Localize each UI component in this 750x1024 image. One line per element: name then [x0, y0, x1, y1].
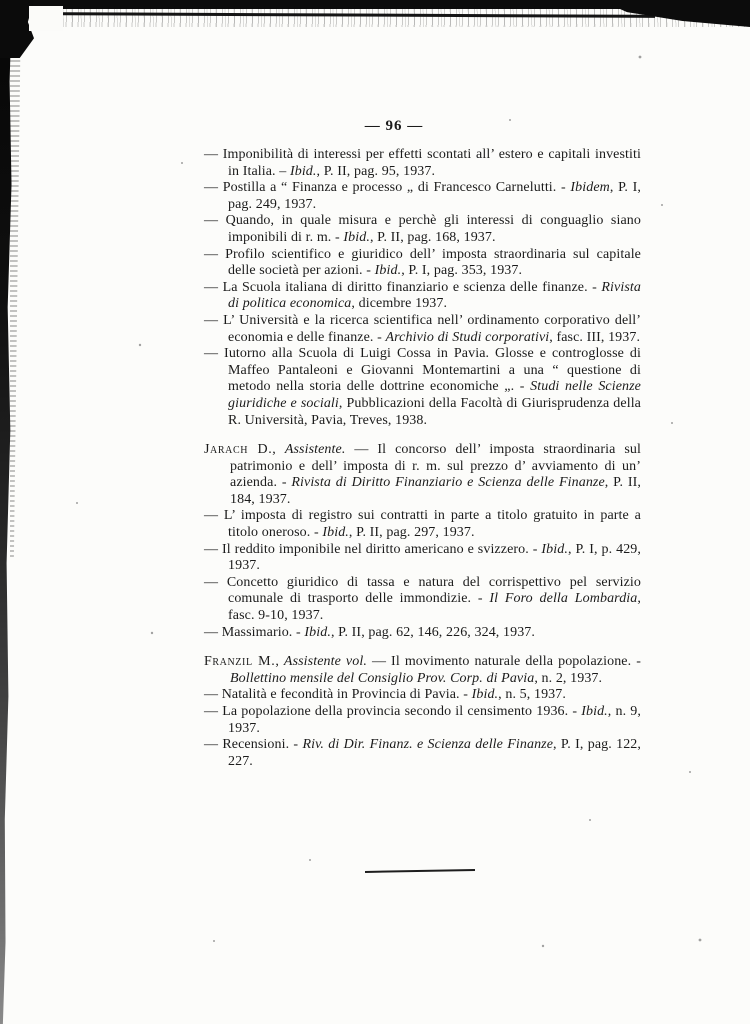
- entry-segment: Assistente vol.: [283, 654, 367, 670]
- bibliography: [204, 147, 641, 770]
- entry-segment: Rivista di Diritto Finanziario e Scienza delle Finanze: [291, 475, 605, 491]
- entry-segment: — Massimario. -: [204, 624, 305, 640]
- entry-segment: , dicembre 1937.: [351, 296, 448, 312]
- entry-segment: Ibid.: [471, 687, 499, 703]
- bibliography-entry: [204, 542, 641, 575]
- entry-segment: , P. II, pag. 95, 1937.: [316, 163, 436, 179]
- entry-segment: , P. I, pag. 249, 1937.: [228, 180, 641, 212]
- bibliography-entry: [204, 575, 641, 625]
- bibliography-entry: [204, 346, 641, 429]
- entry-segment: Studi nelle Scienze giuridiche e sociali: [228, 379, 641, 411]
- bibliography-entry: [204, 180, 641, 213]
- entry-segment: — Il concorso dell’ imposta straordinaria sul patrimonio e dell’ imposta di r. m. sul prezzo d’ avviamento di un’ azienda. -: [230, 442, 641, 491]
- entry-segment: — Quando, in quale misura e perchè gli interessi di conguaglio siano imponibili di r. m. -: [204, 213, 641, 245]
- bibliography-entry: [204, 280, 641, 313]
- entry-segment: Ibidem: [570, 180, 610, 196]
- bibliography-entry: [204, 704, 641, 737]
- entry-segment: — La popolazione della provincia secondo il censimento 1936. -: [204, 704, 582, 719]
- entry-segment: , P. II, pag. 62, 146, 226, 324, 1937.: [330, 624, 536, 640]
- bibliography-entry: [204, 625, 641, 642]
- entry-segment: ,: [272, 442, 285, 458]
- entry-segment: Assistente.: [284, 442, 346, 458]
- page-number: — 96 —: [364, 118, 424, 134]
- entry-segment: — Iutorno alla Scuola di Luigi Cossa in Pavia. Glosse e controglosse di Maffeo Pantaleoni e Giovanni Montemartini a una “ questione di metodo nella storia delle dottrine economiche „. -: [204, 346, 641, 395]
- entry-segment: — Recensioni. -: [204, 737, 303, 753]
- entry-segment: — L’ Università e la ricerca scientifica nell’ ordinamento corporativo dell’ economia e delle finanze. -: [204, 312, 641, 345]
- entry-segment: — Concetto giuridico di tassa e natura del corrispettivo pel servizio comunale di trasporto delle immondizie. -: [204, 574, 641, 607]
- entry-segment: Archivio di Studi corporativi: [385, 329, 550, 345]
- entry-segment: — Il reddito imponibile nel diritto americano e svizzero. -: [204, 541, 542, 557]
- entry-segment: , P. I, pag. 353, 1937.: [401, 263, 523, 279]
- entry-segment: , n. 9, 1937.: [228, 704, 641, 736]
- bibliography-entry: [204, 247, 641, 280]
- entry-segment: Ibid.: [541, 541, 568, 557]
- entry-segment: Il Foro della Lombardia: [489, 591, 638, 607]
- entry-segment: Franzil M.: [204, 654, 276, 670]
- bibliography-entry: [204, 654, 641, 687]
- bibliography-entry: [204, 313, 641, 346]
- entry-segment: , P. II, pag. 297, 1937.: [348, 525, 475, 541]
- entry-segment: Ibid.: [343, 229, 370, 245]
- entry-segment: Ibid.: [374, 263, 402, 279]
- entry-segment: , n. 5, 1937.: [498, 687, 566, 703]
- entry-segment: Rivista di politica economica: [228, 279, 641, 312]
- entry-segment: Ibid.: [289, 163, 317, 179]
- entry-segment: — L’ imposta di registro sui contratti in parte a titolo gratuito in parte a titolo oneroso. -: [204, 508, 641, 541]
- entry-segment: , fasc. 9-10, 1937.: [228, 591, 641, 624]
- entry-segment: Jarach D.: [204, 442, 273, 458]
- entry-segment: , P. II, pag. 168, 1937.: [369, 229, 496, 245]
- entry-segment: Bollettino mensile del Consiglio Prov. Corp. di Pavia: [230, 670, 535, 686]
- entry-segment: , P. I, pag. 122, 227.: [228, 737, 641, 769]
- bibliography-entry: [204, 442, 641, 508]
- bibliography-group: [204, 147, 641, 429]
- entry-segment: — Il movimento naturale della popolazione. -: [366, 654, 641, 670]
- entry-segment: — La Scuola italiana di diritto finanziario e scienza delle finanze. -: [204, 279, 602, 295]
- entry-segment: Ibid.: [581, 704, 608, 719]
- entry-segment: ,: [275, 654, 284, 670]
- entry-segment: Riv. di Dir. Finanz. e Scienza delle Finanze: [302, 737, 554, 753]
- bibliography-entry: [204, 213, 641, 246]
- bibliography-entry: [204, 147, 641, 180]
- bibliography-entry: [204, 508, 641, 541]
- entry-segment: , P. II, 184, 1937.: [230, 475, 641, 507]
- entry-segment: , Pubblicazioni della Facoltà di Giurisprudenza della R. Università, Pavia, Treves, 1938.: [228, 395, 641, 428]
- entry-segment: — Profilo scientifico e giuridico dell’ imposta straordinaria sul capitale delle società per azioni. -: [204, 246, 641, 279]
- bibliography-entry: [204, 737, 641, 770]
- entry-segment: , fasc. III, 1937.: [549, 329, 641, 345]
- entry-segment: Ibid.: [304, 624, 331, 640]
- bibliography-group: [204, 654, 641, 770]
- entry-segment: — Imponibilità di interessi per effetti scontati all’ estero e capitali investiti in Italia. –: [204, 147, 641, 179]
- entry-segment: — Postilla a “ Finanza e processo „ di Francesco Carnelutti. -: [204, 180, 571, 196]
- entry-segment: Ibid.: [322, 525, 349, 541]
- entry-segment: , P. I, p. 429, 1937.: [228, 541, 641, 574]
- bibliography-entry: [204, 687, 641, 704]
- bibliography-group: [204, 442, 641, 641]
- entry-segment: — Natalità e fecondità in Provincia di Pavia. -: [204, 687, 472, 703]
- entry-segment: , n. 2, 1937.: [534, 670, 603, 686]
